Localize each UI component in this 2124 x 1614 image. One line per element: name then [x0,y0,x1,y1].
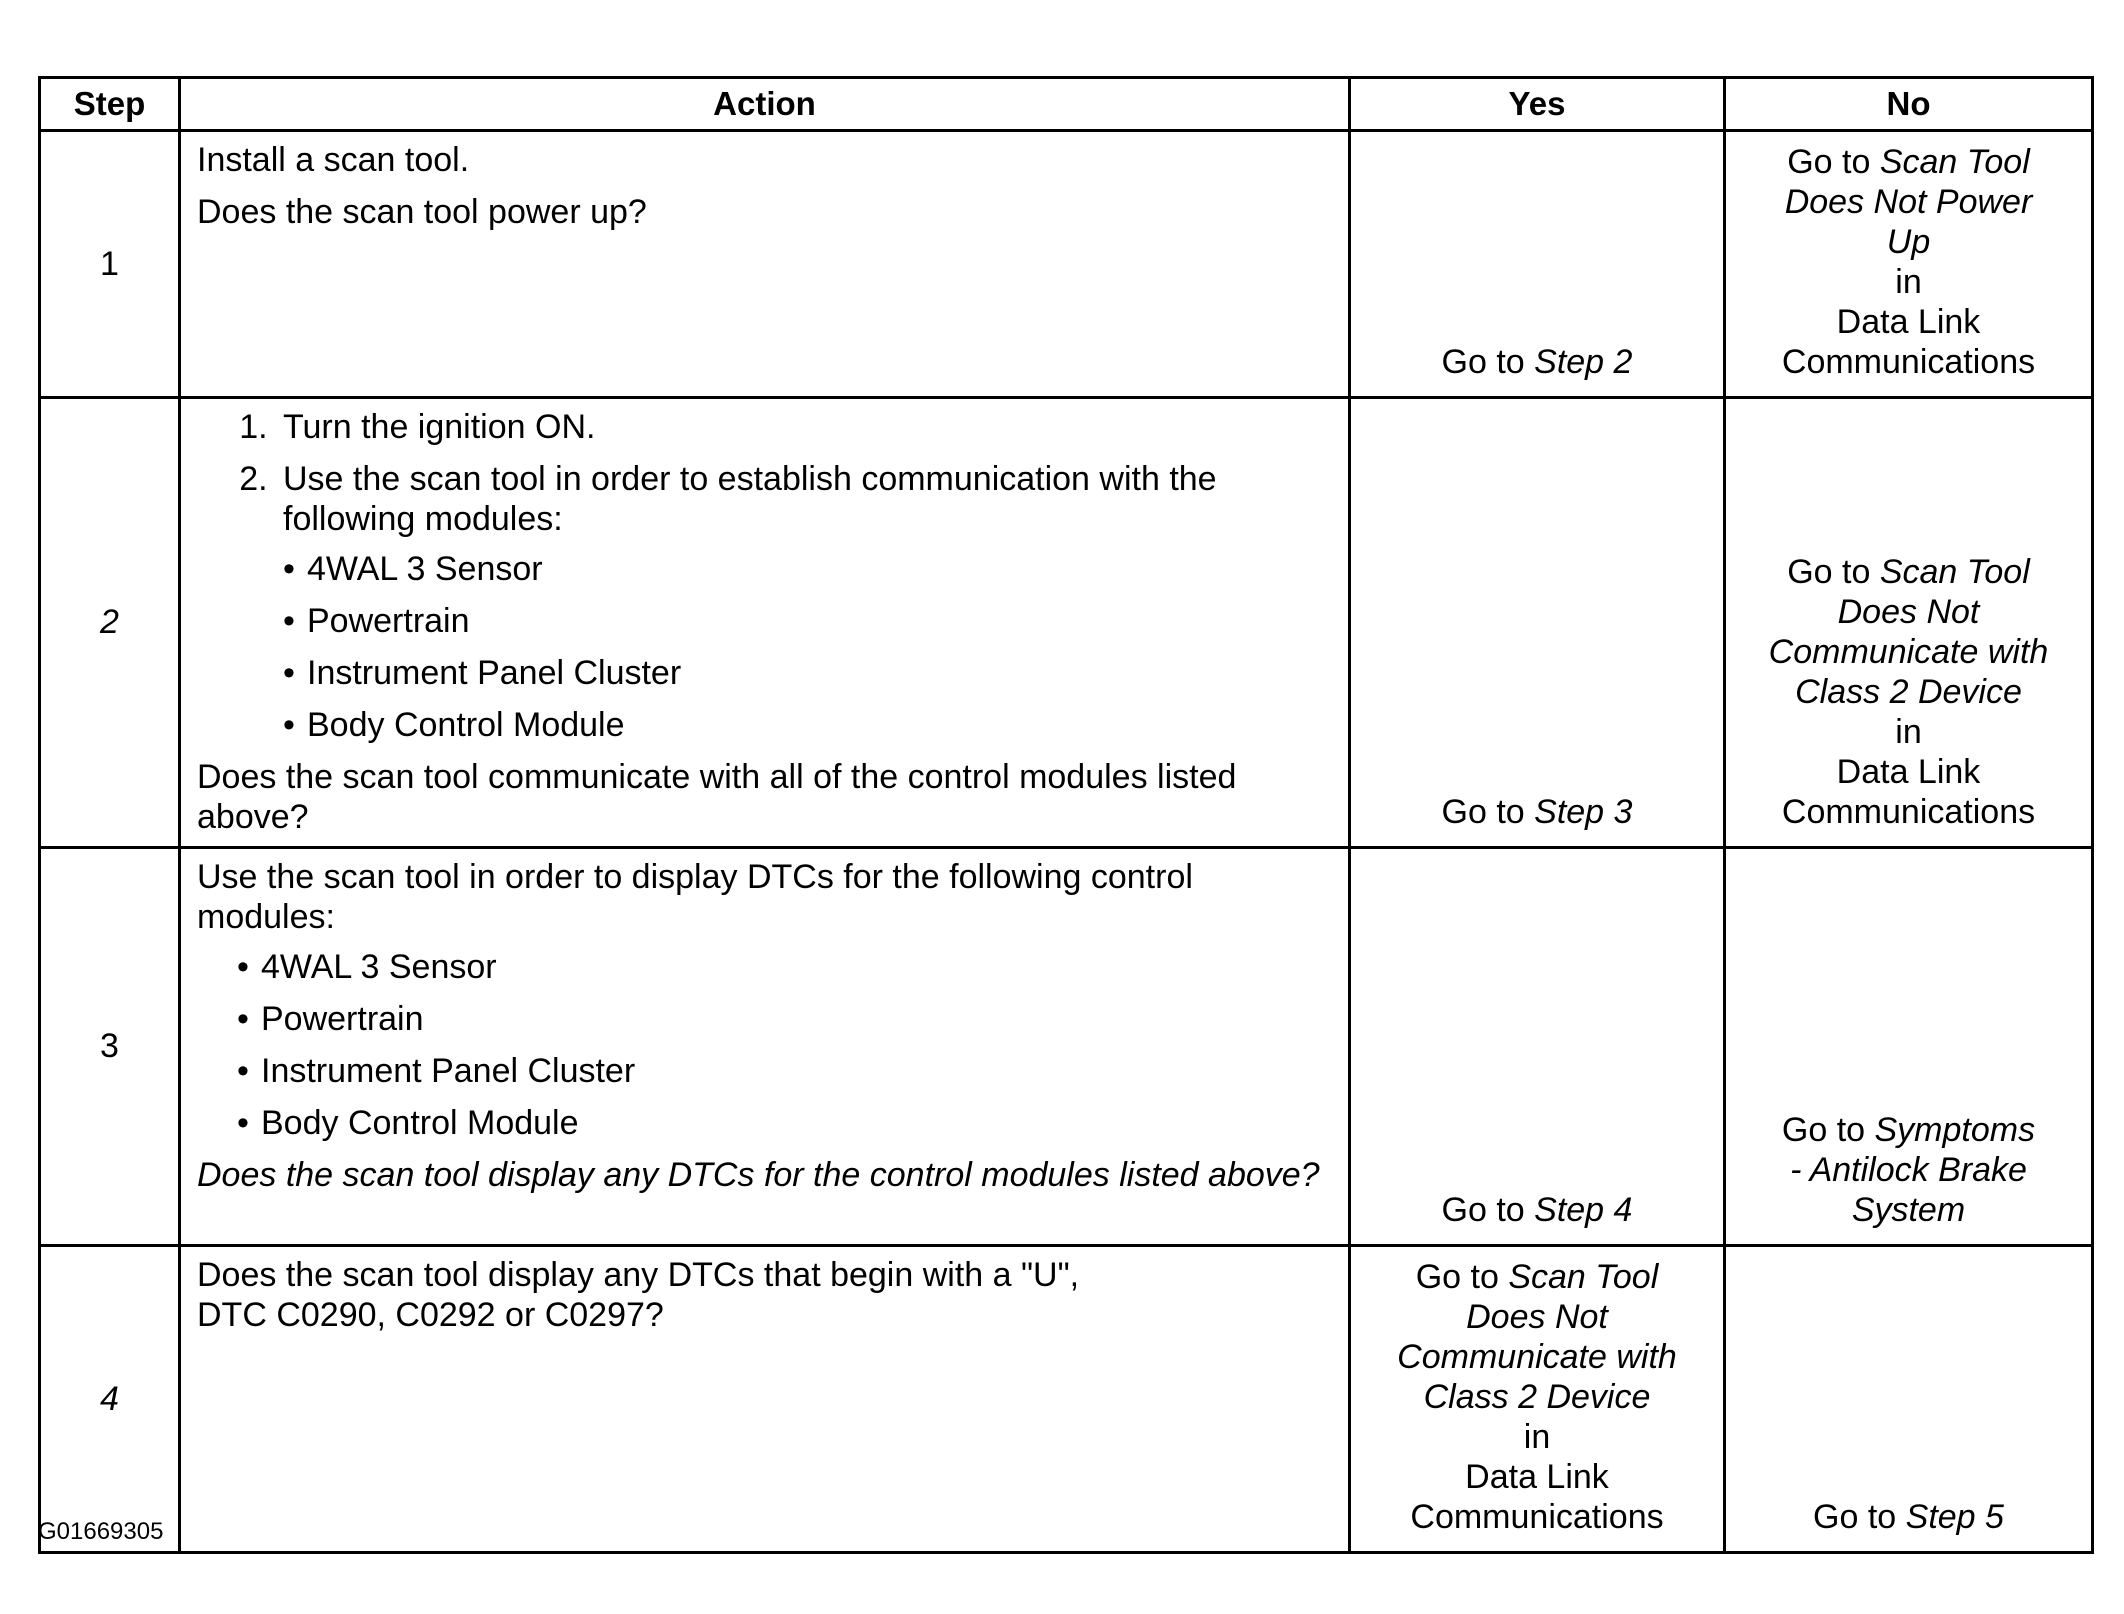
no-link[interactable]: Scan Tool Does Not Communicate with Class 2 Device [1768,553,2049,711]
action-question: Does the scan tool communicate with all of the control modules listed above? [197,758,1237,836]
no-in: in [1895,263,1922,301]
action-cell [180,398,1350,848]
yes-cell [1350,398,1725,848]
no-link[interactable]: Scan Tool Does Not Power Up [1784,143,2033,261]
diagnostic-table [38,76,2094,1554]
yes-prefix: Go to [1415,1258,1509,1296]
list-item: • Body Control Module [283,706,625,744]
no-prefix: Go to [1813,1498,1906,1536]
list-item: • Body Control Module [237,1104,579,1142]
header-no: No [1725,78,2093,131]
substep-list [197,407,1332,745]
step-number [40,1246,180,1553]
step-number: 1 [40,131,180,398]
list-item: • Instrument Panel Cluster [237,1052,636,1090]
no-section: Data Link Communications [1781,753,2036,831]
figure-id: G01669305 [38,1518,164,1545]
yes-cell [1350,131,1725,398]
table-row [40,1246,2093,1553]
yes-prefix: Go to [1441,343,1535,381]
substep-item [277,459,1332,745]
action-text: Use the scan tool in order to display DTCs for the following control modules: [197,858,1193,936]
yes-cell [1350,1246,1725,1553]
substep-text: Use the scan tool in order to establish communication with the following modules: [283,460,1217,538]
list-item: • 4WAL 3 Sensor [237,948,497,986]
step-number: 3 [40,848,180,1246]
no-cell [1725,848,2093,1246]
header-step: Step [40,78,180,131]
table-row [40,848,2093,1246]
list-item: • 4WAL 3 Sensor [283,550,543,588]
step-number [40,398,180,848]
step-number-text: 2 [100,603,119,641]
header-yes: Yes [1350,78,1725,131]
yes-section: Data Link Communications [1410,1458,1664,1536]
no-cell [1725,131,2093,398]
table-row [40,398,2093,848]
no-prefix: Go to [1787,553,1880,591]
yes-link[interactable]: Scan Tool Does Not Communicate with Class 2 Device [1397,1258,1677,1416]
table-row [40,131,2093,398]
no-section: Data Link Communications [1781,303,2036,381]
yes-in: in [1523,1418,1551,1456]
no-prefix: Go to [1787,143,1880,181]
no-cell [1725,1246,2093,1553]
no-link[interactable]: Step 5 [1905,1498,2004,1536]
list-item: • Powertrain [237,1000,424,1038]
yes-cell [1350,848,1725,1246]
yes-link[interactable]: Step 3 [1534,793,1633,831]
action-cell [180,131,1350,398]
list-item: • Powertrain [283,602,470,640]
action-cell [180,848,1350,1246]
action-question: Does the scan tool power up? [197,193,647,231]
no-cell [1725,398,2093,848]
module-list [283,549,1332,745]
substep-item: 1. Turn the ignition ON. [277,407,1332,447]
no-in: in [1895,713,1922,751]
no-prefix: Go to [1781,1111,1875,1149]
yes-link[interactable]: Step 4 [1534,1191,1633,1229]
action-question: Does the scan tool display any DTCs for the control modules listed above? [197,1156,1320,1194]
action-cell [180,1246,1350,1553]
header-row [40,78,2093,131]
module-list [197,947,1332,1143]
yes-prefix: Go to [1441,793,1535,831]
action-question: Does the scan tool display any DTCs that begin with a "U", DTC C0290, C0292 or C0297? [197,1256,1080,1334]
yes-link[interactable]: Step 2 [1534,343,1633,381]
list-item: • Instrument Panel Cluster [283,654,682,692]
yes-prefix: Go to [1441,1191,1535,1229]
no-link[interactable]: Symptoms - Antilock Brake System [1790,1111,2036,1229]
action-text: Install a scan tool. [197,141,470,179]
step-number-text: 4 [100,1379,119,1418]
header-action: Action [180,78,1350,131]
